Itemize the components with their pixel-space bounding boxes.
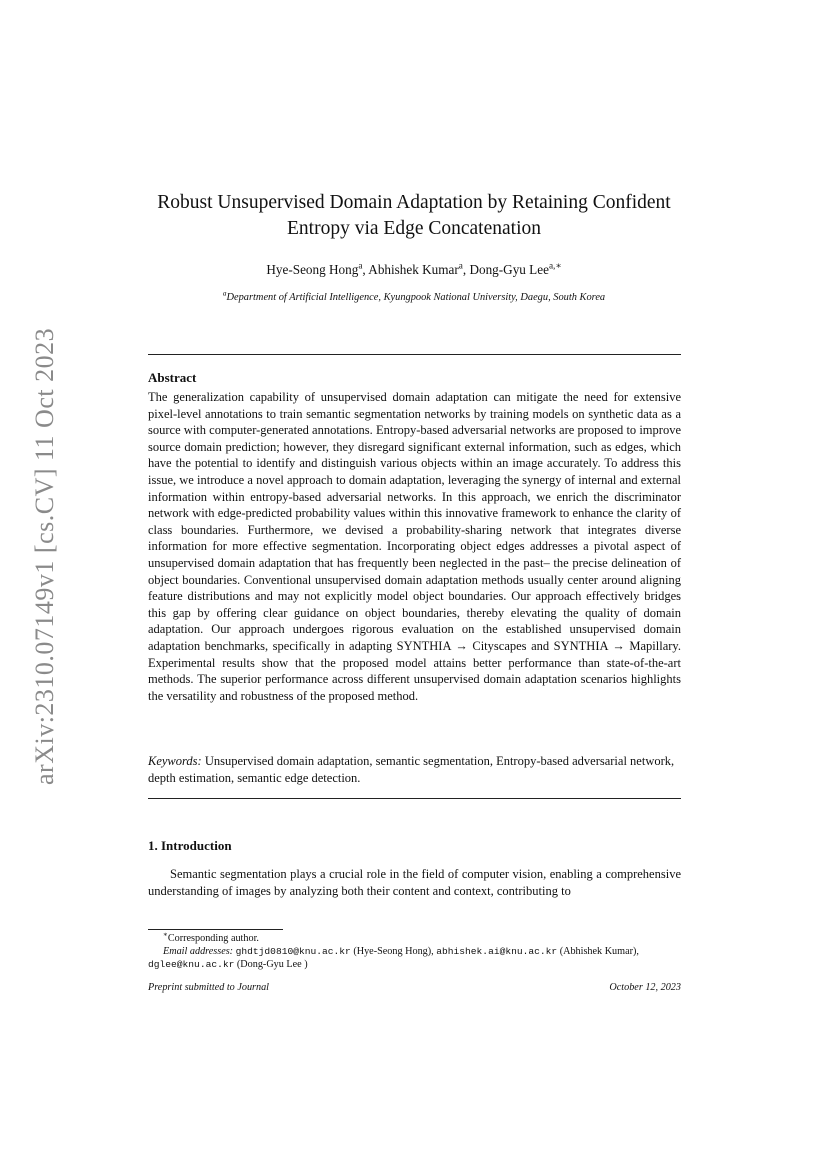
- affiliation: [140, 289, 688, 303]
- email-link[interactable]: ghdtjd0810@knu.ac.kr: [235, 946, 351, 958]
- footnotes: [148, 932, 681, 972]
- author-list: Hye-Seong Hong$^a$, Abhishek Kumar$^a$, Dong-Gyu Lee$^{a,∗}$: [266, 260, 562, 277]
- affiliation-text: Department of Artificial Intelligence, Kyungpook National University, Daegu, South Korea: [226, 292, 606, 303]
- keywords: [148, 753, 681, 786]
- email-link[interactable]: abhishek.ai@knu.ac.kr: [436, 946, 558, 958]
- paper-title: Robust Unsupervised Domain Adaptation by Retaining Confident Entropy via Edge Concatenation: [157, 192, 671, 239]
- abstract-body: The generalization capability of unsupervised domain adaptation can mitigate the need for extensive pixel-level annotations to train semantic segmentation networks by training models on synthetic data as a source with computer-generated annotations. Entropy-based adversarial networks are proposed to improve source domain prediction; however, they disregard significant external information, such as edges, which have the potential to identify and distinguish various objects within an image accurately. To address this issue, we introduce a novel approach to domain adaptation, leveraging the synergy of internal and external information within entropy-based adversarial networks. In this approach, we enrich the discriminator network with edge-predicted probability values within this innovative framework to enhance the clarity of class boundaries. Furthermore, we devised a probability-sharing network that integrates diverse information for more effective segmentation. Incorporating object edges addresses a pivotal aspect of unsupervised domain adaptation that has frequently been neglected in the past– the precise delineation of object boundaries. Conventional unsupervised domain adaptation methods usually center around aligning feature distributions and may not explicitly model object boundaries. Our approach effectively bridges this gap by offering clear guidance on object boundaries, thereby elevating the quality of domain adaptation. Our approach undergoes rigorous evaluation on the established unsupervised domain adaptation benchmarks, specifically in adapting SYNTHIA → Cityscapes and SYNTHIA → Mapillary. Experimental results show that the proposed model attains better performance than state-of-the-art methods. The superior performance across different unsupervised domain adaptation scenarios highlights the versatility and robustness of the proposed method.: [148, 390, 681, 703]
- abstract-top-rule: [148, 354, 681, 355]
- author-mark: a,∗: [548, 260, 562, 271]
- section-heading-introduction: 1. Introduction: [148, 838, 232, 853]
- abstract-heading: Abstract: [148, 370, 197, 385]
- footer-journal-note: Preprint submitted to Journal: [148, 982, 270, 993]
- email-owner: (Abhishek Kumar),: [559, 946, 639, 958]
- author-mark: a: [358, 260, 363, 271]
- footer-date: October 12, 2023: [609, 982, 681, 993]
- abstract-bottom-rule: [148, 798, 681, 799]
- author-mark: a: [458, 260, 463, 271]
- keywords-label: Keywords:: [148, 754, 202, 768]
- email-footnote-continued: [148, 958, 681, 971]
- author-name: Dong-Gyu Lee: [469, 262, 549, 277]
- affiliation-mark: a: [222, 289, 227, 298]
- email-link[interactable]: dglee@knu.ac.kr: [148, 959, 235, 971]
- keywords-text: Unsupervised domain adaptation, semantic segmentation, Entropy-based adversarial network, depth estimation, semantic edge detection.: [148, 754, 675, 785]
- email-label: Email addresses:: [163, 946, 234, 958]
- arxiv-sidebar-stamp: arXiv:2310.07149v1 [cs.CV] 11 Oct 2023: [30, 327, 59, 785]
- footnote-rule: [148, 929, 283, 930]
- corresponding-text: Corresponding author.: [167, 933, 259, 944]
- email-owner: (Dong-Gyu Lee ): [236, 959, 308, 971]
- corresponding-footnote: [148, 932, 681, 945]
- author-name: Hye-Seong Hong: [266, 262, 359, 277]
- corresponding-mark: ∗: [163, 930, 168, 939]
- introduction-paragraph: Semantic segmentation plays a crucial role in the field of computer vision, enabling a comprehensive understanding of images by analyzing both their content and context, contributing to: [148, 867, 681, 898]
- email-footnote: [148, 945, 681, 958]
- email-owner: (Hye-Seong Hong),: [353, 946, 434, 958]
- author-name: Abhishek Kumar: [368, 262, 459, 277]
